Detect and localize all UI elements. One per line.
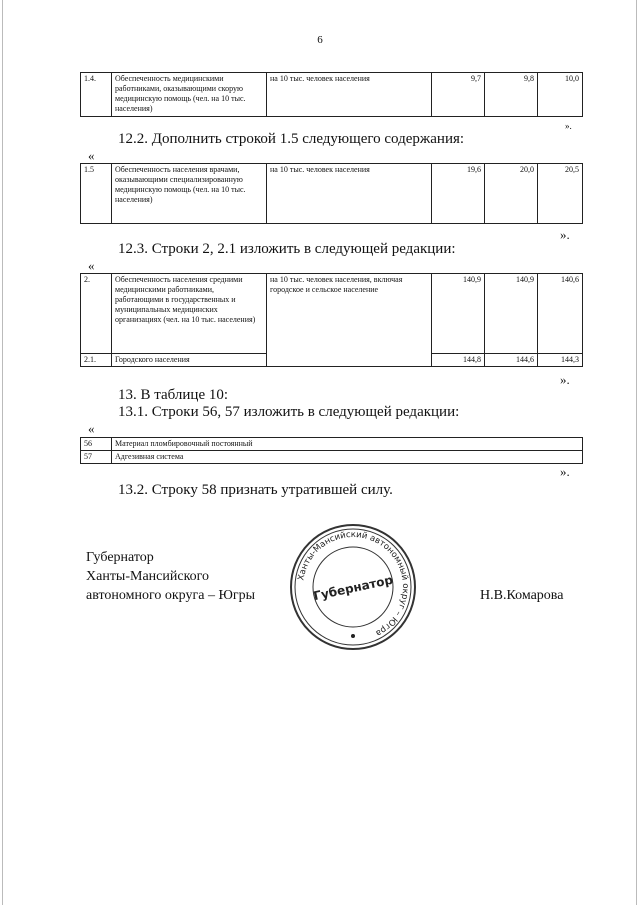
indicator-name: Городского населения	[112, 354, 267, 367]
heading-13: 13. В таблице 10:	[118, 387, 229, 403]
value-1: 144,8	[432, 354, 485, 367]
unit: на 10 тыс. человек населения	[267, 164, 432, 224]
closing-quote-1: ».	[565, 121, 572, 131]
unit: на 10 тыс. человек населения, включая городское и сельское население	[267, 274, 432, 367]
opening-quote-2: «	[88, 148, 95, 163]
table-row-1-5	[80, 163, 583, 224]
stamp-ring-text: Ханты-Мансийский автономный округ – Югра	[296, 529, 411, 639]
indicator-name: Обеспеченность населения средними медицинскими работниками, работающими в государственных и муниципальных медицинских организациях (чел. на 10 тыс. населения)	[112, 274, 267, 354]
value-2: 9,8	[485, 73, 538, 117]
value-2: 140,9	[485, 274, 538, 354]
closing-quote-3: ».	[560, 372, 570, 387]
value-3: 20,5	[538, 164, 583, 224]
row-number: 2.	[81, 274, 112, 354]
value-3: 144,3	[538, 354, 583, 367]
unit: на 10 тыс. человек населения	[267, 73, 432, 117]
table-rows-56-57	[80, 437, 583, 464]
heading-12-3: 12.3. Строки 2, 2.1 изложить в следующей редакции:	[118, 241, 456, 257]
signature-line-2: Ханты-Мансийского	[86, 569, 210, 584]
table-row-1-4	[80, 72, 583, 117]
heading-12-2: 12.2. Дополнить строкой 1.5 следующего содержания:	[118, 131, 465, 147]
value-3: 10,0	[538, 73, 583, 117]
row-number: 2.1.	[81, 354, 112, 367]
closing-quote-4: ».	[560, 464, 570, 479]
scan-left-edge	[2, 0, 3, 905]
value-2: 20,0	[485, 164, 538, 224]
value-1: 140,9	[432, 274, 485, 354]
value-2: 144,6	[485, 354, 538, 367]
signature-title	[86, 548, 255, 605]
row-number: 1.5	[81, 164, 112, 224]
heading-13-1: 13.1. Строки 56, 57 изложить в следующей редакции:	[118, 404, 460, 420]
table-rows-2-2-1	[80, 273, 583, 367]
indicator-name: Обеспеченность населения врачами, оказывающими специализированную медицинскую помощь (чел. на 10 тыс. населения)	[112, 164, 267, 224]
signatory-name: Н.В.Комарова	[480, 588, 564, 603]
closing-quote-2: ».	[560, 227, 570, 242]
row-number: 57	[81, 451, 112, 464]
value-1: 19,6	[432, 164, 485, 224]
signature-line-3: автономного округа – Югры	[86, 588, 255, 603]
official-seal-stamp	[286, 520, 420, 654]
row-number: 56	[81, 438, 112, 451]
scan-right-edge	[636, 0, 637, 905]
signature-line-1: Губернатор	[86, 550, 154, 565]
opening-quote-3: «	[88, 258, 95, 273]
opening-quote-4: «	[88, 421, 95, 436]
row-number: 1.4.	[81, 73, 112, 117]
item-name: Материал пломбировочный постоянный	[112, 438, 583, 451]
page-number: 6	[317, 34, 323, 46]
stamp-center-text: Губернатор	[312, 572, 395, 604]
stamp-star-dot	[351, 634, 355, 638]
indicator-name: Обеспеченность медицинскими работниками, оказывающими скорую медицинскую помощь (чел. на 10 тыс. населения)	[112, 73, 267, 117]
item-name: Адгезивная система	[112, 451, 583, 464]
heading-13-2: 13.2. Строку 58 признать утратившей силу.	[118, 482, 393, 498]
value-3: 140,6	[538, 274, 583, 354]
value-1: 9,7	[432, 73, 485, 117]
